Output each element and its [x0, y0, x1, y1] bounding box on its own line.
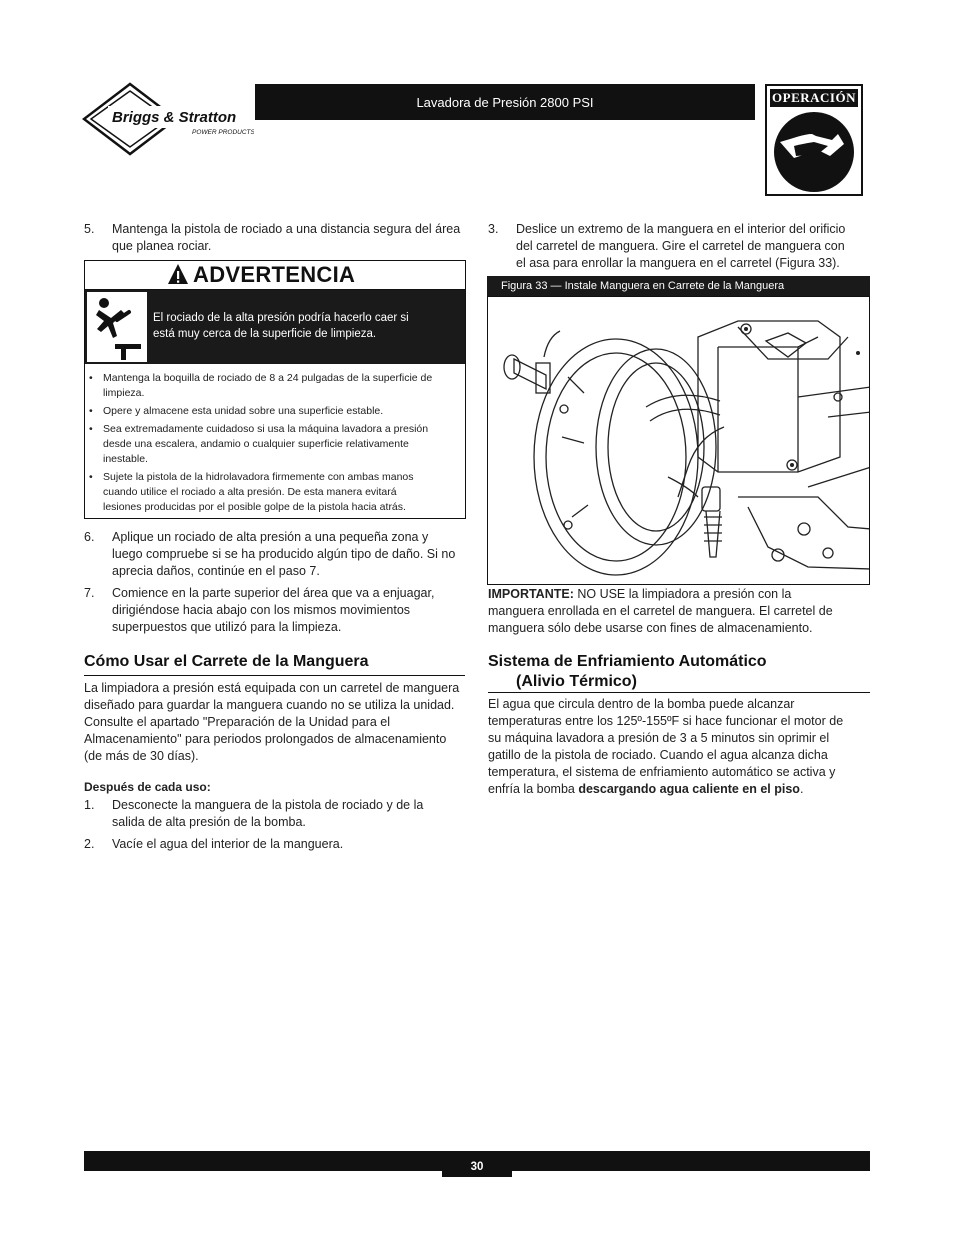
heading-rule	[84, 675, 465, 676]
warning-title: ADVERTENCIA	[193, 262, 356, 287]
warning-bullet-line: Sea extremadamente cuidadoso si usa la máquina lavadora a presión	[103, 423, 429, 435]
important-note	[488, 586, 870, 637]
step-number: 6.	[84, 530, 95, 544]
operation-hand-icon	[772, 110, 856, 194]
warning-header	[85, 261, 465, 290]
paragraph-text: .	[799, 782, 804, 796]
important-text-line: manguera enrollada en el carretel de manguera. El carretel de	[488, 604, 833, 618]
section-badge	[765, 84, 863, 196]
page-number: 30	[442, 1156, 512, 1177]
paragraph-line: Almacenamiento" para periodos prolongados de almacenamiento	[84, 732, 447, 746]
important-label: IMPORTANTE:	[488, 587, 574, 601]
step-text-line: aprecia daños, continúe en el paso 7.	[112, 564, 320, 578]
step-number: 3.	[488, 222, 499, 236]
step-number: 5.	[84, 222, 95, 236]
paragraph-bold-text: descargando agua caliente en el piso	[578, 782, 800, 796]
warning-bullet	[89, 422, 461, 467]
cooling-heading-line: (Alivio Térmico)	[516, 673, 637, 690]
step-text-line: Aplique un rociado de alta presión a una pequeña zona y	[112, 530, 429, 544]
step-text-line: Deslice un extremo de la manguera en el interior del orificio	[516, 222, 846, 236]
step-text-line: del carretel de manguera. Gire el carretel de manguera con	[516, 239, 845, 253]
paragraph-line: El agua que circula dentro de la bomba puede alcanzar	[488, 697, 795, 711]
header-title-bar	[255, 84, 755, 120]
figure-caption: Figura 33 — Instale Manguera en Carrete de la Manguera	[487, 276, 870, 296]
step-number: 1.	[84, 798, 95, 812]
step-number: 2.	[84, 837, 95, 851]
warning-bullet	[89, 371, 461, 401]
warning-bullet-line: limpieza.	[103, 387, 145, 399]
bullet-icon: •	[89, 372, 93, 384]
warning-message-line: está muy cerca de la superficie de limpieza.	[153, 328, 377, 340]
warning-message-line: El rociado de la alta presión podría hacerlo caer si	[153, 312, 409, 324]
paragraph-line: Consulte el apartado "Preparación de la Unidad para el	[84, 715, 391, 729]
bullet-icon: •	[89, 471, 93, 483]
cooling-paragraph	[488, 696, 870, 798]
bullet-icon: •	[89, 405, 93, 417]
paragraph-line: temperaturas entre los 125º-155ºF si hace funcionar el motor de	[488, 714, 844, 728]
paragraph-line: su máquina lavadora a presión de 3 a 5 minutos sin oprimir el	[488, 731, 830, 745]
paragraph-line: La limpiadora a presión está equipada con un carretel de manguera	[84, 681, 460, 695]
cooling-heading-line: Sistema de Enfriamiento Automático	[488, 653, 767, 670]
paragraph-line: diseñado para guardar la manguera cuando no se utiliza la unidad.	[84, 698, 455, 712]
warning-bullet	[89, 404, 461, 419]
warning-bullet-line: Mantenga la boquilla de rociado de 8 a 24 pulgadas de la superficie de	[103, 372, 433, 384]
warning-bullet-list	[89, 371, 461, 518]
step-text-line: el asa para enrollar la manguera en el carretel (Figura 33).	[516, 256, 840, 270]
paragraph-line: temperatura, el sistema de enfriamiento automático se activa y	[488, 765, 836, 779]
step-text-line: superpuestos que utilizó para la limpieza.	[112, 620, 342, 634]
section-badge-title: OPERACIÓN	[770, 89, 858, 107]
slip-fall-pictogram-icon	[87, 292, 147, 362]
warning-bullet-line: Opere y almacene esta unidad sobre una superficie estable.	[103, 405, 384, 417]
hose-reel-heading: Cómo Usar el Carrete de la Manguera	[84, 653, 369, 670]
paragraph-line: gatillo de la pistola de rociado. Cuando el agua alcanza dicha	[488, 748, 828, 762]
warning-bullet-line: desde una escalera, andamio o cualquier superficie relativamente	[103, 438, 409, 450]
warning-bullet-line: Sujete la pistola de la hidrolavadora firmemente con ambas manos	[103, 471, 414, 483]
paragraph-line: (de más de 30 días).	[84, 749, 199, 763]
step-text-line: Vacíe el agua del interior de la manguera.	[112, 837, 344, 851]
warning-bullet-line: cuando utilice el rociado a alta presión. De esta manera evitará	[103, 486, 397, 498]
paragraph-text: enfría la bomba	[488, 782, 579, 796]
important-text-line: manguera sólo debe usarse con fines de almacenamiento.	[488, 621, 813, 635]
warning-bullet-line: lesiones producidas por el posible golpe de la pistola hacia atrás.	[103, 501, 406, 513]
logo-wordmark: Briggs & Stratton	[112, 109, 237, 126]
step-text-line: salida de alta presión de la bomba.	[112, 815, 306, 829]
warning-message	[153, 310, 453, 342]
briggs-stratton-logo	[82, 82, 254, 156]
heading-rule	[488, 692, 870, 693]
after-use-label: Después de cada uso:	[84, 780, 211, 794]
step-text-line: Desconecte la manguera de la pistola de rociado y de la	[112, 798, 424, 812]
cooling-system-heading	[488, 652, 767, 692]
step-text-line: luego compruebe si se ha producido algún tipo de daño. Si no	[112, 547, 456, 561]
important-text: NO USE la limpiadora a presión con la	[573, 587, 792, 601]
step-number: 7.	[84, 586, 95, 600]
warning-bullet	[89, 470, 461, 515]
hose-reel-paragraph	[84, 680, 466, 765]
warning-triangle-icon	[167, 263, 189, 285]
step-text-line: que planea rociar.	[112, 239, 212, 253]
product-title: Lavadora de Presión 2800 PSI	[416, 94, 594, 110]
warning-box	[84, 260, 466, 519]
logo-subtitle: POWER PRODUCTS	[192, 129, 254, 136]
warning-bullet-line: inestable.	[103, 453, 148, 465]
figure-33-hose-reel-illustration	[487, 296, 870, 585]
step-text-line: Mantenga la pistola de rociado a una distancia segura del área	[112, 222, 461, 236]
step-text-line: dirigiéndose hacia abajo con los mismos movimientos	[112, 603, 411, 617]
bullet-icon: •	[89, 423, 93, 435]
paragraph-line	[488, 781, 870, 798]
step-text-line: Comience en la parte superior del área que va a enjuagar,	[112, 586, 435, 600]
